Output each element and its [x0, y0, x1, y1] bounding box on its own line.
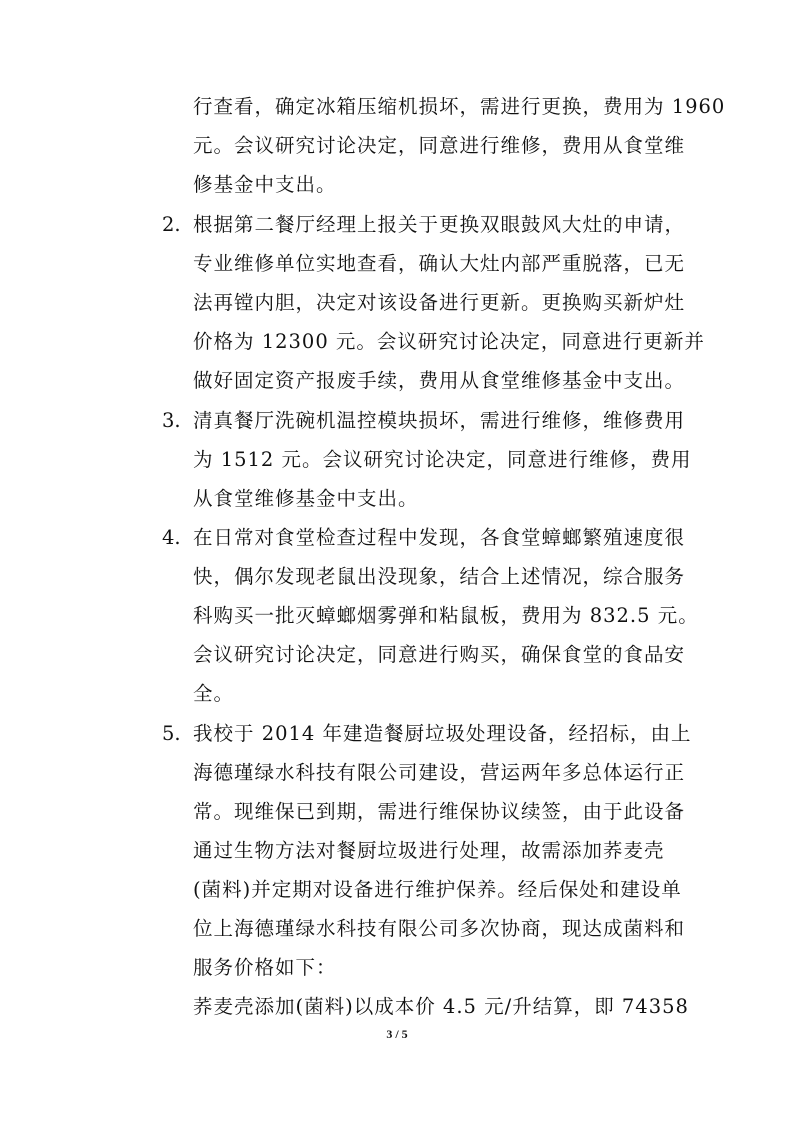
text-line: 为 1512 元。会议研究讨论决定，同意进行维修，费用	[193, 448, 692, 471]
text-line: 全。	[193, 682, 235, 705]
list-number: 5.	[162, 722, 181, 745]
text-line: 专业维修单位实地查看，确认大灶内部严重脱落，已无	[193, 252, 686, 275]
text-line: 元。会议研究讨论决定，同意进行维修，费用从食堂维	[193, 134, 686, 157]
text-line: 常。现维保已到期，需进行维保协议续签，由于此设备	[193, 800, 686, 823]
text-line: 在日常对食堂检查过程中发现，各食堂蟑螂繁殖速度很	[193, 526, 686, 549]
text-line: 会议研究讨论决定，同意进行购买，确保食堂的食品安	[193, 643, 686, 666]
text-line: 从食堂维修基金中支出。	[193, 487, 419, 510]
list-number: 4.	[162, 526, 181, 549]
page-number: 3 / 5	[386, 1027, 408, 1041]
text-line: 做好固定资产报废手续，费用从食堂维修基金中支出。	[193, 369, 686, 392]
text-line: 快，偶尔发现老鼠出没现象，结合上述情况，综合服务	[193, 565, 686, 588]
text-line: 服务价格如下：	[193, 956, 337, 979]
text-line: 法再镗内胆，决定对该设备进行更新。更换购买新炉灶	[193, 291, 686, 314]
list-number: 3.	[162, 409, 181, 432]
text-line: 清真餐厅洗碗机温控模块损坏，需进行维修，维修费用	[193, 409, 686, 432]
list-number: 2.	[162, 213, 181, 236]
text-line: 价格为 12300 元。会议研究讨论决定，同意进行更新并	[193, 330, 705, 353]
text-line: 位上海德瑾绿水科技有限公司多次协商，现达成菌料和	[193, 917, 686, 940]
text-line: 我校于 2014 年建造餐厨垃圾处理设备，经招标，由上	[193, 722, 692, 745]
text-line: 科购买一批灭蟑螂烟雾弹和粘鼠板，费用为 832.5 元。	[193, 604, 699, 627]
text-line: 荞麦壳添加(菌料)以成本价 4.5 元/升结算，即 74358	[193, 995, 689, 1018]
text-line: 修基金中支出。	[193, 173, 337, 196]
text-line: 根据第二餐厅经理上报关于更换双眼鼓风大灶的申请，	[193, 213, 686, 236]
text-line: 海德瑾绿水科技有限公司建设，营运两年多总体运行正	[193, 761, 686, 784]
text-line: 通过生物方法对餐厨垃圾进行处理，故需添加荞麦壳	[193, 839, 665, 862]
text-line: 行查看，确定冰箱压缩机损坏，需进行更换，费用为 1960	[193, 95, 726, 118]
text-line: (菌料)并定期对设备进行维护保养。经后保处和建设单	[193, 878, 682, 901]
